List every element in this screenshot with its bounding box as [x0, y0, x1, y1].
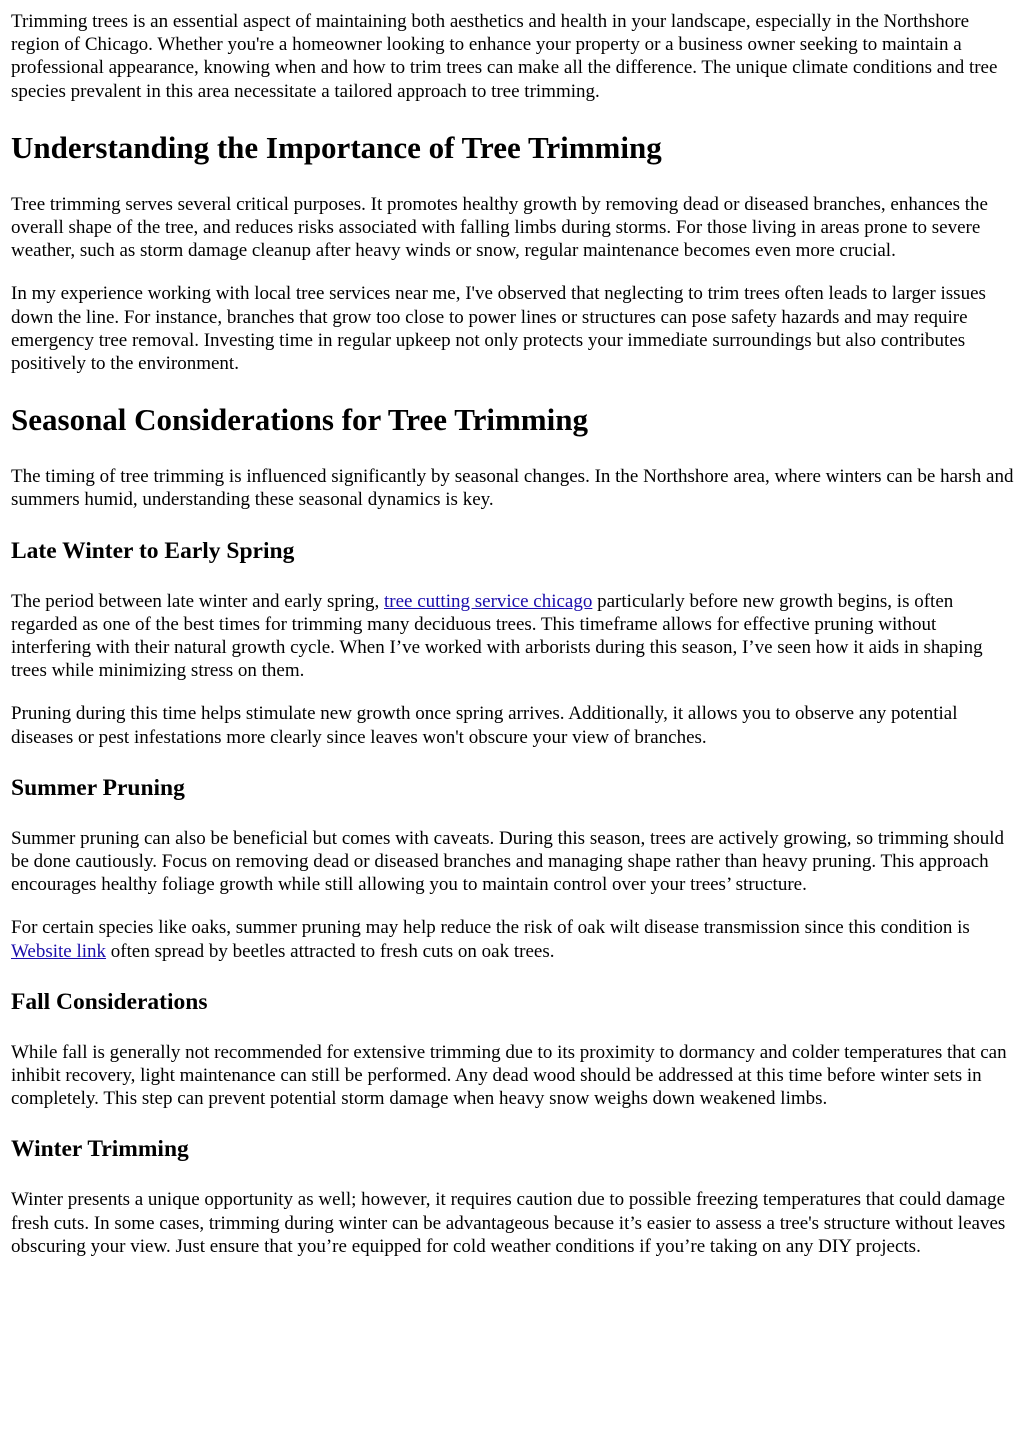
tree-cutting-service-link[interactable]: tree cutting service chicago — [384, 590, 593, 612]
winter-paragraph-1: Winter presents a unique opportunity as well; however, it requires caution due to possible freezing temperatures that could damage fresh cuts. In some cases, trimming during winter can be advantageous because it’s easier to assess a tree's structure without leaves obscuring your view. Just ensure that you’re equipped for cold weather conditions if you’re taking on any DIY projects. — [11, 1189, 1006, 1257]
importance-paragraph-2: In my experience working with local tree services near me, I've observed that neglecting to trim trees often leads to larger issues down the line. For instance, branches that grow too close to power lines or structures can pose safety hazards and may require emergency tree removal. Investing time in regular upkeep not only protects your immediate surroundings but also contributes positively to the environment. — [11, 283, 986, 375]
fall-paragraph-1: While fall is generally not recommended for extensive trimming due to its proximity to dormancy and colder temperatures that can inhibit recovery, light maintenance can still be performed. Any dead wood should be addressed at this time before winter sets in completely. This step can prevent potential storm damage when heavy snow weighs down weakened limbs. — [11, 1041, 1007, 1110]
late-winter-text-after: particularly before new growth begins, is often regarded as one of the best times for trimming many deciduous trees. This timeframe allows for effective pruning without interfering with their natural growth cycle. When I’ve worked with arborists during this season, I’ve seen how it aids in shaping trees while minimizing stress on them. — [11, 590, 983, 682]
late-winter-paragraph-1 — [11, 590, 1014, 683]
summer-paragraph-1: Summer pruning can also be beneficial but comes with caveats. During this season, trees are actively growing, so trimming should be done cautiously. Focus on removing dead or diseased branches and managing shape rather than heavy pruning. This approach encourages healthy foliage growth while still allowing you to maintain control over your trees’ structure. — [11, 827, 1005, 896]
summer-text-after: often spread by beetles attracted to fresh cuts on oak trees. — [106, 940, 555, 962]
website-link[interactable]: Website link — [11, 940, 107, 962]
late-winter-heading: Late Winter to Early Spring — [11, 537, 295, 564]
fall-heading: Fall Considerations — [11, 988, 208, 1015]
late-winter-paragraph-2: Pruning during this time helps stimulate new growth once spring arrives. Additionally, it allows you to observe any potential diseases or pest infestations more clearly since leaves won't obscure your view of branches. — [11, 703, 958, 748]
seasonal-paragraph-1: The timing of tree trimming is influenced significantly by seasonal changes. In the Northshore area, where winters can be harsh and summers humid, understanding these seasonal dynamics is key. — [11, 466, 1014, 511]
summer-paragraph-2 — [11, 916, 1014, 962]
summer-heading: Summer Pruning — [11, 774, 185, 801]
winter-heading: Winter Trimming — [11, 1136, 189, 1163]
summer-text-before: For certain species like oaks, summer pruning may help reduce the risk of oak wilt disease transmission since this condition is — [11, 917, 970, 939]
intro-paragraph: Trimming trees is an essential aspect of maintaining both aesthetics and health in your landscape, especially in the Northshore region of Chicago. Whether you're a homeowner looking to enhance your property or a business owner seeking to maintain a professional appearance, knowing when and how to trim trees can make all the difference. The unique climate conditions and tree species prevalent in this area necessitate a tailored approach to tree trimming. — [11, 11, 998, 102]
seasonal-heading: Seasonal Considerations for Tree Trimming — [11, 402, 588, 438]
importance-paragraph-1: Tree trimming serves several critical purposes. It promotes healthy growth by removing dead or diseased branches, enhances the overall shape of the tree, and reduces risks associated with falling limbs during storms. For those living in areas prone to severe weather, such as storm damage cleanup after heavy winds or snow, regular maintenance becomes even more crucial. — [11, 193, 988, 262]
importance-heading: Understanding the Importance of Tree Trimming — [11, 129, 662, 165]
late-winter-text-before: The period between late winter and early spring, — [11, 590, 384, 612]
